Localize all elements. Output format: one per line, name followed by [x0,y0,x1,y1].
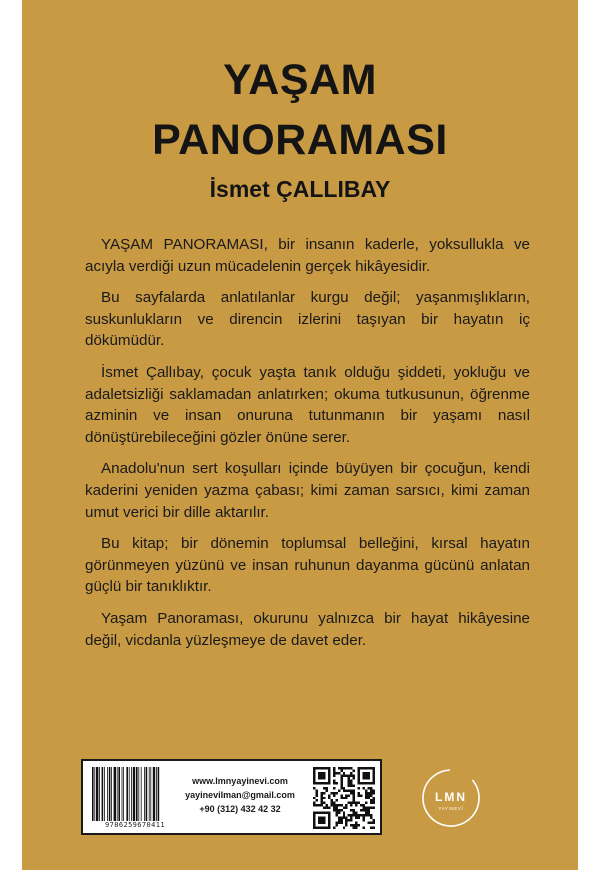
publisher-logo [420,767,482,829]
blurb-paragraph-4: Anadolu'nun sert koşulları içinde büyüyen bir çocuğun, kendi kaderini yeniden yazma çabası; kimi zaman sarsıcı, kimi zaman umut verici bir dille aktarılır. [85,460,530,521]
barcode-contact-box [81,759,382,835]
blurb-paragraph-3: İsmet Çallıbay, çocuk yaşta tanık olduğu şiddeti, yokluğu ve adaletsizliği saklamadan anlatırken; okuma tutkusunun, öğrenme azminin ve insan onuruna tutunmanın bir yaşamı nasıl dönüştürebileceğini gözler önüne serer. [85,363,530,446]
book-title-line-2: PANORAMASI [152,116,448,164]
blurb-text [85,234,530,661]
isbn-number: 9786259670411 [105,821,165,829]
blurb-paragraph-2: Bu sayfalarda anlatılanlar kurgu değil; yaşanmışlıkların, suskunlukların ve direncin izlerini taşıyan bir hayatın iç dökümüdür. [85,289,530,350]
website-link[interactable]: www.lmnyayinevi.com [192,776,288,786]
contact-info [177,774,303,816]
blurb-paragraph-5: Bu kitap; bir dönemin toplumsal belleğini, kırsal hayatın görünmeyen yüzünü ve insan ruhunun dayanma gücünü anlatan güçlü bir tanıklıktır. [85,535,530,596]
isbn-barcode [91,767,179,821]
logo-letters: LMN [435,790,467,804]
qr-code-icon[interactable] [313,767,375,829]
logo-subtitle: YAYINEVİ [438,806,464,811]
phone-number: +90 (312) 432 42 32 [199,804,281,814]
author-name: İsmet ÇALLIBAY [209,176,391,202]
back-cover [22,0,578,870]
email-link[interactable]: yayinevilman@gmail.com [185,790,295,800]
blurb-paragraph-6: Yaşam Panoraması, okurunu yalnızca bir hayat hikâyesine değil, vicdanla yüzleşmeye de davet eder. [85,609,530,649]
blurb-paragraph-1: YAŞAM PANORAMASI, bir insanın kaderle, yoksullukla ve acıyla verdiği uzun mücadelenin gerçek hikâyesidir. [85,236,530,275]
book-title-line-1: YAŞAM [223,56,377,104]
